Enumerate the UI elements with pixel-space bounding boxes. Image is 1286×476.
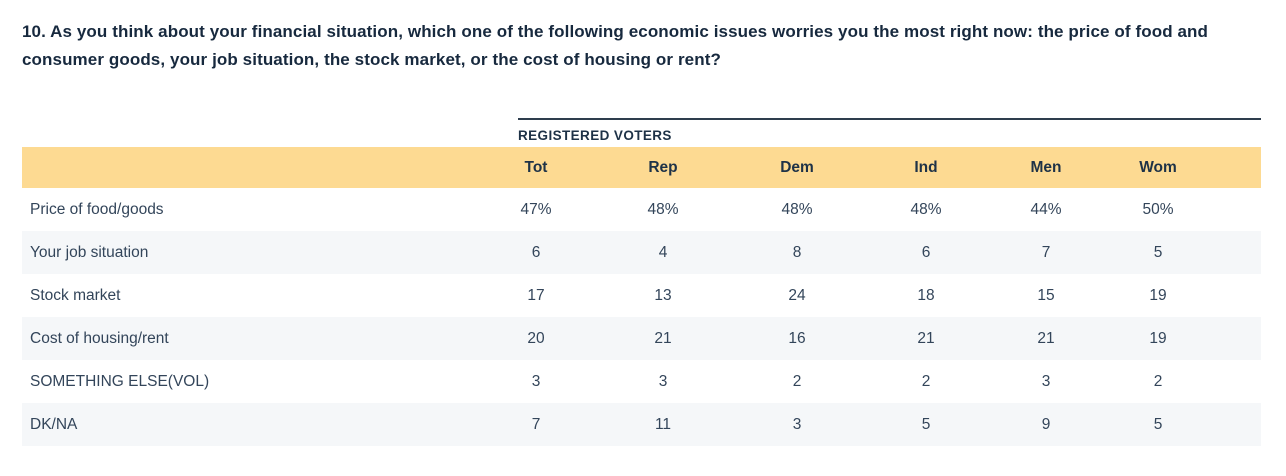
crosstab-table: [22, 118, 1261, 446]
cell-value: 19: [1149, 329, 1167, 347]
table-row: [22, 360, 1261, 403]
cell-value: 3: [531, 372, 541, 390]
cell-value: 13: [654, 286, 672, 304]
row-label: DK/NA: [30, 415, 78, 433]
table-row: [22, 188, 1261, 231]
column-header-wom: Wom: [1139, 158, 1177, 176]
cell-value: 11: [654, 415, 672, 433]
table-row: [22, 231, 1261, 274]
cell-value: 16: [788, 329, 806, 347]
cell-value: 3: [658, 372, 668, 390]
cell-value: 7: [1041, 243, 1051, 261]
cell-value: 47%: [520, 200, 552, 218]
cell-value: 48%: [647, 200, 679, 218]
cell-value: 15: [1037, 286, 1055, 304]
column-header-dem: Dem: [780, 158, 814, 176]
cell-value: 7: [531, 415, 541, 433]
cell-value: 5: [921, 415, 931, 433]
cell-value: 19: [1149, 286, 1167, 304]
cell-value: 17: [527, 286, 545, 304]
row-label: Stock market: [30, 286, 121, 304]
cell-value: 50%: [1142, 200, 1174, 218]
cell-value: 6: [531, 243, 541, 261]
cell-value: 2: [792, 372, 802, 390]
cell-value: 21: [917, 329, 935, 347]
cell-value: 18: [917, 286, 935, 304]
cell-value: 2: [921, 372, 931, 390]
column-header-row: [22, 147, 1261, 188]
cell-value: 21: [654, 329, 672, 347]
row-label: Your job situation: [30, 243, 149, 261]
cell-value: 2: [1153, 372, 1163, 390]
cell-value: 3: [792, 415, 802, 433]
table-row: [22, 403, 1261, 446]
column-header-rep: Rep: [648, 158, 678, 176]
cell-value: 9: [1041, 415, 1051, 433]
table-row: [22, 274, 1261, 317]
cell-value: 48%: [910, 200, 942, 218]
column-header-tot: Tot: [524, 158, 548, 176]
cell-value: 3: [1041, 372, 1051, 390]
cell-value: 48%: [781, 200, 813, 218]
column-header-ind: Ind: [914, 158, 938, 176]
group-header-registered-voters: REGISTERED VOTERS: [518, 118, 1261, 147]
cell-value: 5: [1153, 415, 1163, 433]
poll-question-text: 10. As you think about your financial situation, which one of the following economic issues worries you the most right now: the price of food and consumer goods, your job situation, the stock market, or the cost of housing or rent?: [22, 22, 1209, 69]
cell-value: 44%: [1030, 200, 1062, 218]
column-header-men: Men: [1030, 158, 1062, 176]
cell-value: 21: [1037, 329, 1055, 347]
row-label: Cost of housing/rent: [30, 329, 169, 347]
cell-value: 24: [788, 286, 806, 304]
table-row: [22, 317, 1261, 360]
cell-value: 8: [792, 243, 802, 261]
cell-value: 5: [1153, 243, 1163, 261]
cell-value: 6: [921, 243, 931, 261]
row-label: Price of food/goods: [30, 200, 164, 218]
cell-value: 20: [527, 329, 545, 347]
row-label: SOMETHING ELSE(VOL): [30, 372, 210, 390]
cell-value: 4: [658, 243, 668, 261]
